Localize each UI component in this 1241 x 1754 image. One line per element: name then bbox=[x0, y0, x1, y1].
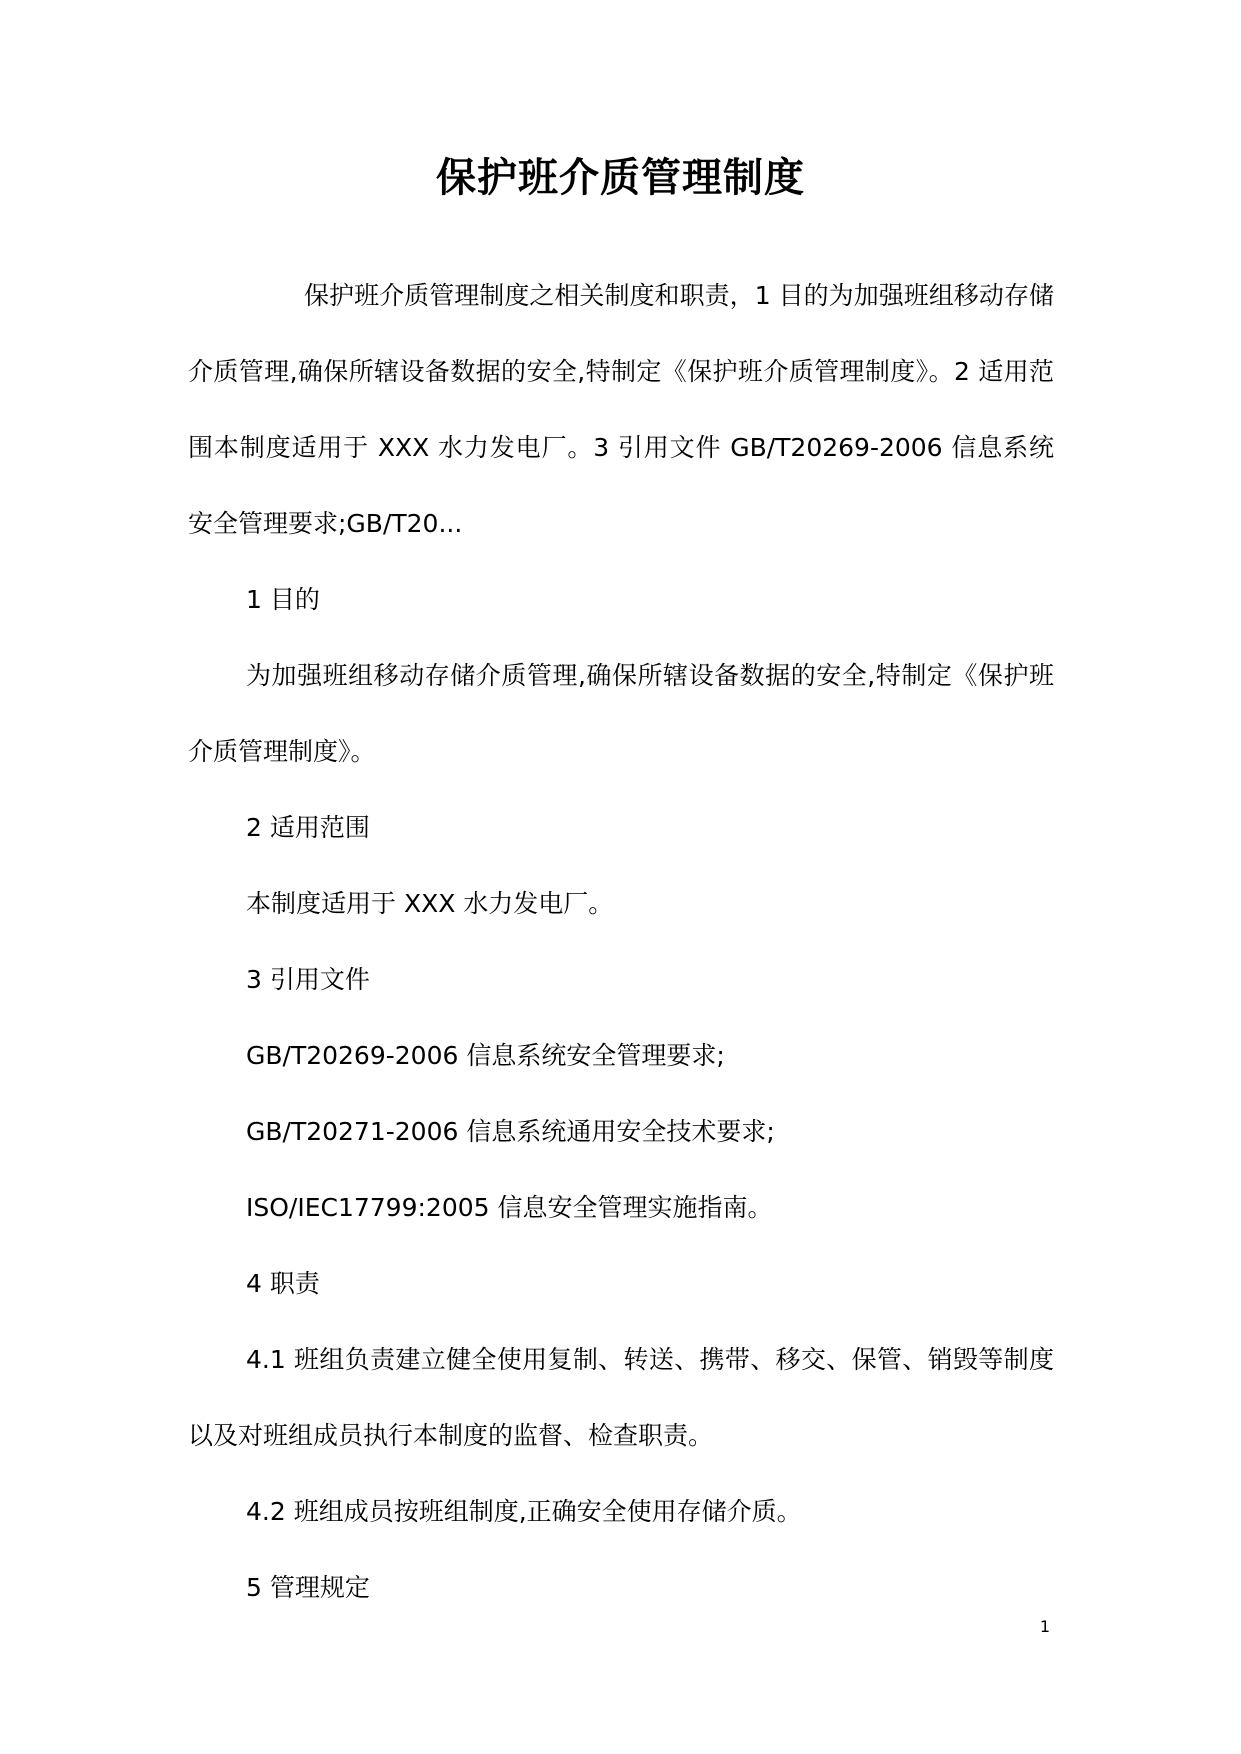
section-heading-scope: 2 适用范围 bbox=[246, 813, 370, 842]
reference-item: GB/T20269-2006 信息系统安全管理要求; bbox=[246, 1041, 725, 1070]
responsibility-paragraph: 4.1 班组负责建立健全使用复制、转送、携带、移交、保管、销毁等制度以及对班组成员执行本制度的监督、检查职责。 bbox=[188, 1345, 1054, 1450]
responsibility-paragraph: 4.2 班组成员按班组制度,正确安全使用存储介质。 bbox=[246, 1497, 802, 1526]
section-heading-management-rules: 5 管理规定 bbox=[246, 1573, 370, 1602]
document-body bbox=[188, 258, 1054, 1626]
reference-item: GB/T20271-2006 信息系统通用安全技术要求; bbox=[246, 1117, 775, 1146]
section-heading-purpose: 1 目的 bbox=[246, 585, 320, 614]
summary-paragraph: 保护班介质管理制度之相关制度和职责，1 目的为加强班组移动存储介质管理,确保所辖设备数据的安全,特制定《保护班介质管理制度》。2 适用范围本制度适用于 XXX 水力发电厂。3 引用文件 GB/T20269-2006 信息系统安全管理要求;GB/T20... bbox=[188, 281, 1054, 538]
document-title: 保护班介质管理制度 bbox=[436, 154, 805, 201]
section-heading-responsibilities: 4 职责 bbox=[246, 1269, 320, 1298]
page-number: 1 bbox=[1039, 1617, 1051, 1636]
purpose-paragraph: 为加强班组移动存储介质管理,确保所辖设备数据的安全,特制定《保护班介质管理制度》。 bbox=[188, 661, 1054, 766]
reference-item: ISO/IEC17799:2005 信息安全管理实施指南。 bbox=[246, 1193, 773, 1222]
scope-paragraph: 本制度适用于 XXX 水力发电厂。 bbox=[246, 889, 614, 918]
section-heading-references: 3 引用文件 bbox=[246, 965, 370, 994]
